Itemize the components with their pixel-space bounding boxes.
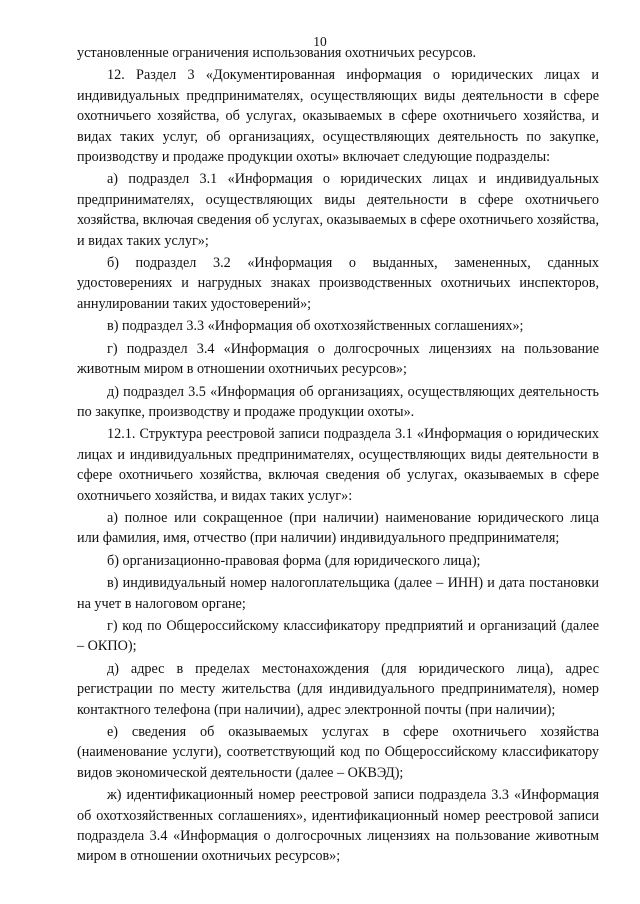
list-item-subsection-3-2: б) подраздел 3.2 «Информация о выданных, замененных, сданных удостоверениях и нагрудных знаках производственных охотничьих инспекторов, аннулировании таких удостоверений»; (77, 255, 599, 312)
list-item-zh: ж) идентификационный номер реестровой записи подраздела 3.3 «Информация об охотхозяйственных соглашениях», идентификационный номер реестровой записи подраздела 3.4 «Информация о долгосрочных лицензиях на пользование животным миром в отношении охотничьих ресурсов»; (77, 787, 599, 865)
document-body (77, 43, 599, 867)
paragraph-section-12-1: 12.1. Структура реестровой записи подраздела 3.1 «Информация о юридических лицах и индивидуальных предпринимателях, осуществляющих виды деятельности в сфере охотничьего хозяйства, включая сведения об услугах, оказываемых в сфере охотничьего хозяйства, и видах таких услуг»: (77, 426, 599, 504)
list-item-subsection-3-4: г) подраздел 3.4 «Информация о долгосрочных лицензиях на пользование животным миром в отношении охотничьих ресурсов»; (77, 340, 599, 378)
paragraph-continuation: установленные ограничения использования охотничьих ресурсов. (77, 45, 477, 61)
list-item-a: а) полное или сокращенное (при наличии) наименование юридического лица или фамилия, имя, отчество (при наличии) индивидуального предпринимателя; (77, 509, 599, 547)
list-item-v: в) индивидуальный номер налогоплательщика (далее – ИНН) и дата постановки на учет в налоговом органе; (77, 575, 599, 612)
list-item-d: д) адрес в пределах местонахождения (для юридического лица), адрес регистрации по месту жительства (для индивидуального предпринимателя), номер контактного телефона (при наличии), адрес электронной почты (при наличии); (77, 660, 599, 718)
list-item-subsection-3-3: в) подраздел 3.3 «Информация об охотхозяйственных соглашениях»; (107, 318, 524, 335)
list-item-g: г) код по Общероссийскому классификатору предприятий и организаций (далее – ОКПО); (77, 617, 599, 655)
list-item-subsection-3-1: а) подраздел 3.1 «Информация о юридических лицах и индивидуальных предпринимателях, осуществляющих виды деятельности в сфере охотничьего хозяйства, включая сведения об услугах, оказываемых в сфере охотничьего хозяйства, и видах таких услуг»; (77, 171, 599, 249)
list-item-b: б) организационно-правовая форма (для юридического лица); (107, 552, 481, 569)
paragraph-section-12: 12. Раздел 3 «Документированная информация о юридических лицах и индивидуальных предпринимателях, осуществляющих виды деятельности в сфере охотничьего хозяйства, об услугах, оказываемых в сфере охотничьего хозяйства, и видах таких услуг, об организациях, осуществляющих деятельность по закупке, производству и продаже продукции охоты» включает следующие подразделы: (77, 67, 599, 166)
page-number: 10 (313, 34, 327, 49)
list-item-subsection-3-5: д) подраздел 3.5 «Информация об организациях, осуществляющих деятельность по закупке, производству и продаже продукции охоты». (77, 383, 599, 420)
list-item-e: е) сведения об оказываемых услугах в сфере охотничьего хозяйства (наименование услуги), соответствующий код по Общероссийскому классификатору видов экономической деятельности (далее – ОКВЭД); (77, 724, 599, 781)
